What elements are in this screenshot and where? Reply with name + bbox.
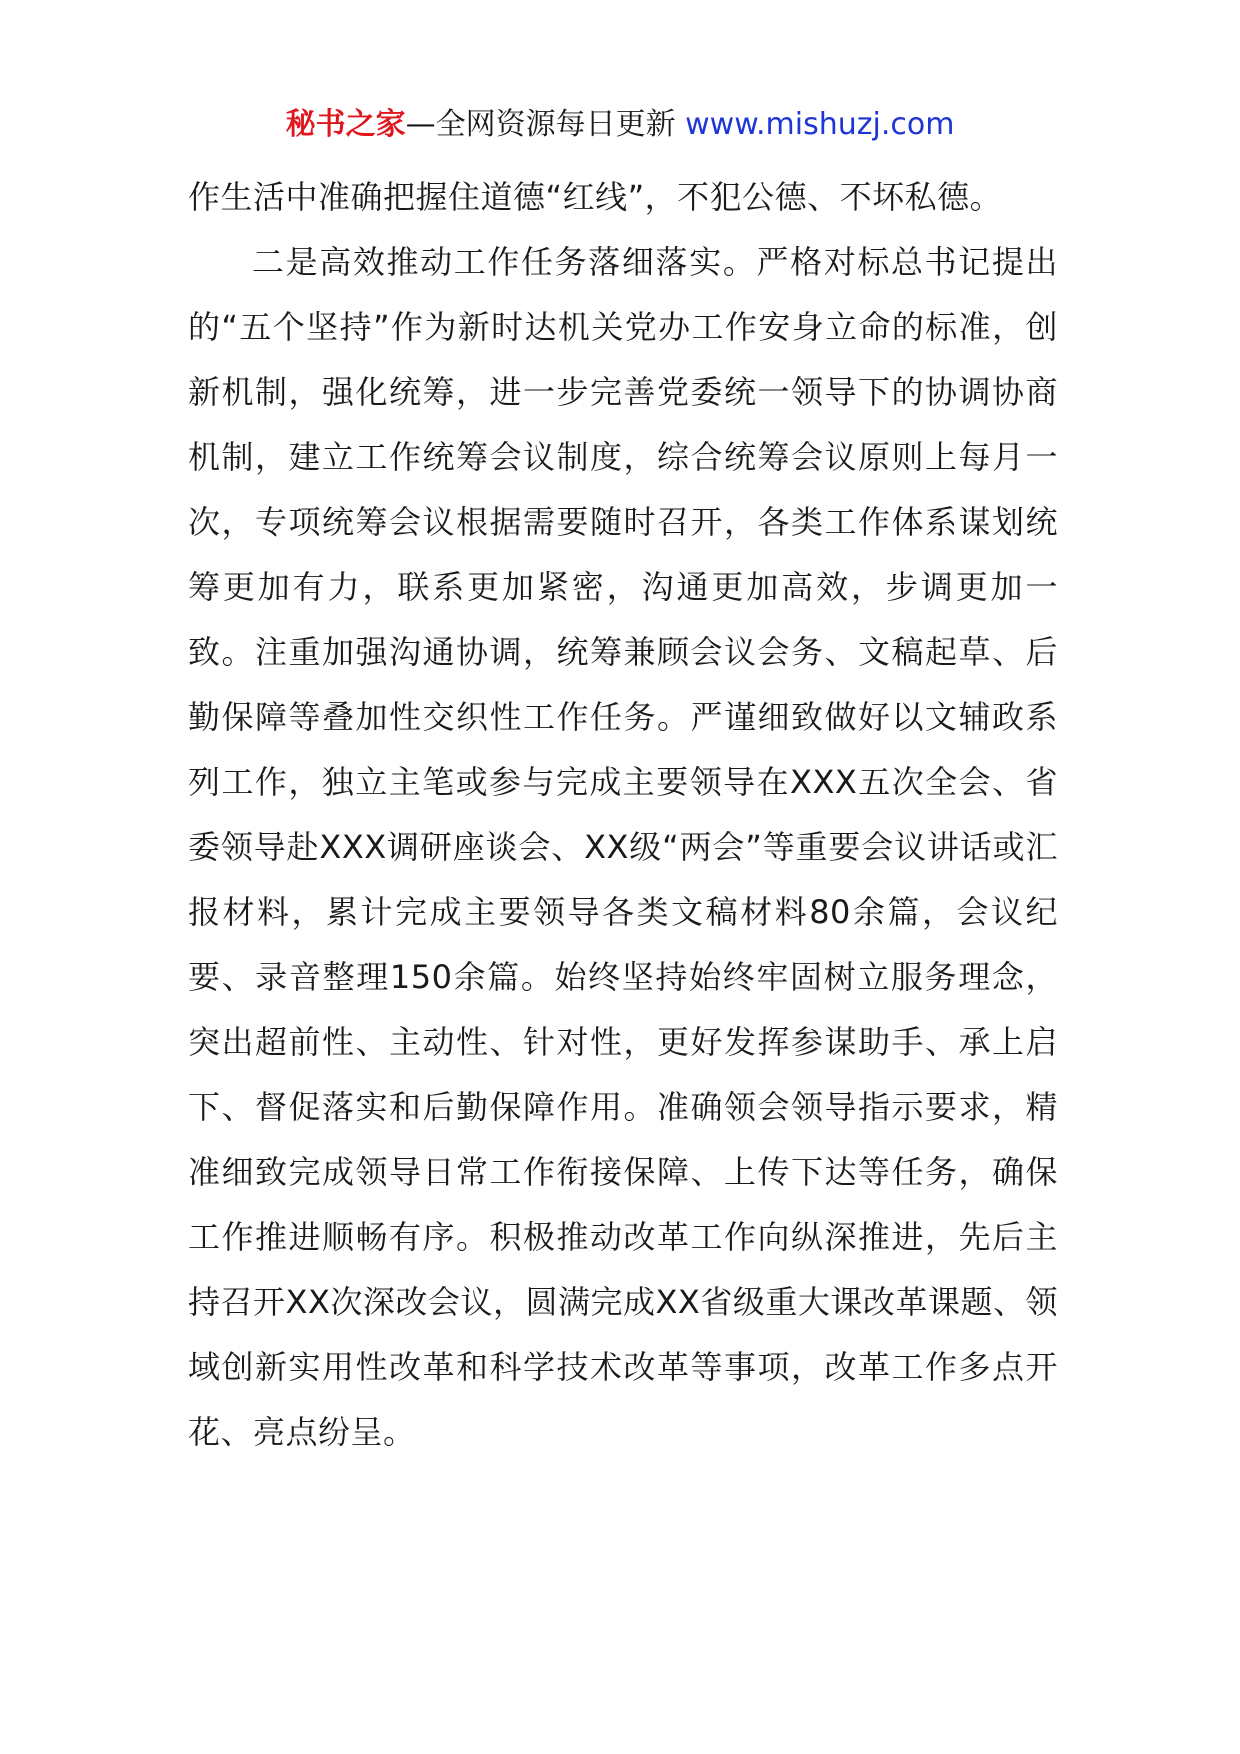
page-header [0,103,1240,147]
brand-name: 秘书之家 [285,107,406,142]
paragraph-second-point: 二是高效推动工作任务落细落实。严格对标总书记提出的“五个坚持”作为新时达机关党办工作安身立命的标准，创新机制，强化统筹，进一步完善党委统一领导下的协调协商机制，建立工作统筹会议制度，综合统筹会议原则上每月一次，专项统筹会议根据需要随时召开，各类工作体系谋划统筹更加有力，联系更加紧密，沟通更加高效，步调更加一致。注重加强沟通协调，统筹兼顾会议会务、文稿起草、后勤保障等叠加性交织性工作任务。严谨细致做好以文辅政系列工作，独立主笔或参与完成主要领导在XXX五次全会、省委领导赴XXX调研座谈会、XX级“两会”等重要会议讲话或汇报材料，累计完成主要领导各类文稿材料80余篇，会议纪要、录音整理150余篇。始终坚持始终牢固树立服务理念，突出超前性、主动性、针对性，更好发挥参谋助手、承上启下、督促落实和后勤保障作用。准确领会领导指示要求，精准细致完成领导日常工作衔接保障、上传下达等任务，确保工作推进顺畅有序。积极推动改革工作向纵深推进，先后主持召开XX次深改会议，圆满完成XX省级重大课改革课题、领域创新实用性改革和科学技术改革等事项，改革工作多点开花、亮点纷呈。 [188,243,1058,1451]
header-tagline: —全网资源每日更新 [405,107,686,142]
paragraph-continuation: 作生活中准确把握住道德“红线”，不犯公德、不坏私德。 [188,178,1003,216]
site-url-link[interactable]: www.mishuzj.com [685,107,955,142]
document-body [188,165,1058,1465]
